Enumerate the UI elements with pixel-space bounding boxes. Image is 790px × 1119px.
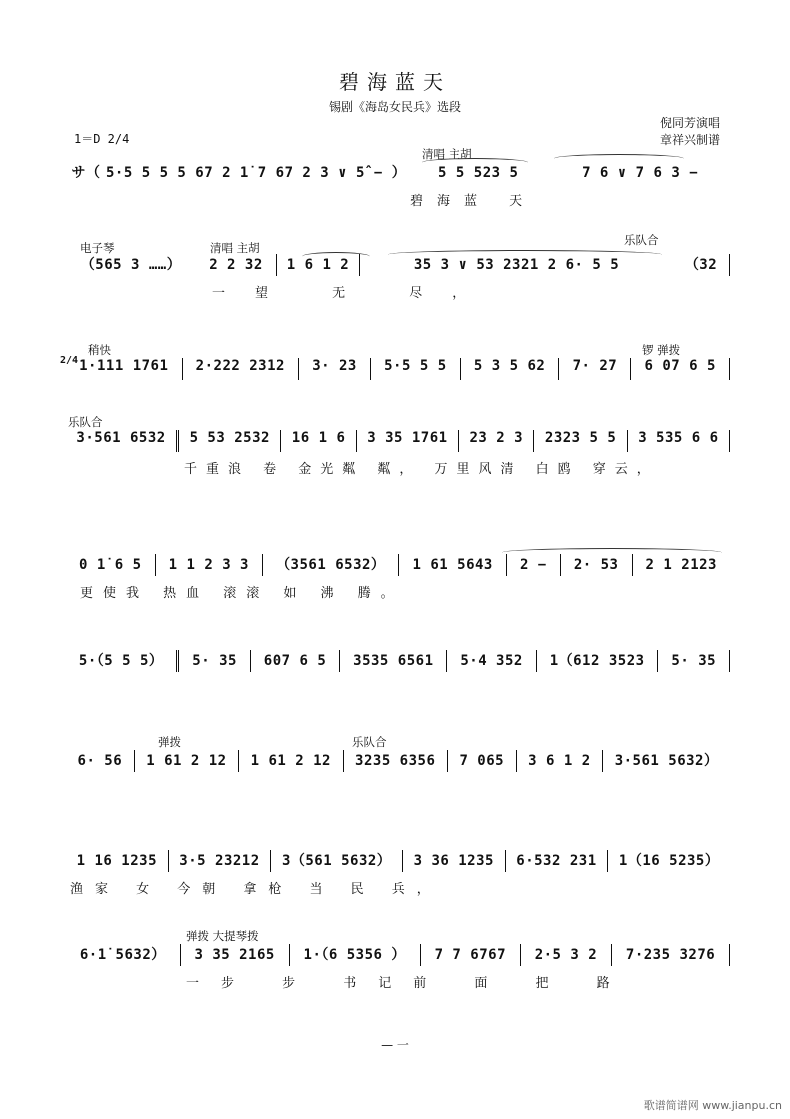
- notation-row: [66, 358, 730, 380]
- measure: 5 53 2532: [189, 430, 270, 446]
- measure: 1 61 5643: [412, 557, 493, 573]
- measure: 35 3 ∨ 53 2321 2 6· 5 5: [413, 257, 620, 273]
- score-system-2: [66, 233, 730, 301]
- measure: 6·532 231: [516, 853, 597, 869]
- measure: 3·561 6532: [76, 430, 166, 446]
- measure: 16 1 6: [291, 430, 346, 446]
- measure: 5· 35: [671, 653, 717, 669]
- measure: 1 61 2 12: [250, 753, 331, 769]
- measure: 3 35 2165: [194, 947, 275, 963]
- direction: 清唱 主胡: [422, 147, 472, 161]
- measure: 2 2 32: [209, 257, 263, 273]
- measure: 6· 56: [77, 753, 123, 769]
- measure: 1·（6 5356 ）: [303, 947, 406, 963]
- notation-row: [66, 850, 730, 872]
- score-system-1: [66, 146, 730, 209]
- measure: 5·（5 5 5）: [78, 653, 164, 669]
- direction: 锣 弹拨: [642, 343, 681, 357]
- measure: 1 1 2 3 3: [168, 557, 249, 573]
- score-system-7: [66, 734, 730, 794]
- time-signature: 2/4: [60, 355, 79, 366]
- measure: 5·4 352: [460, 653, 523, 669]
- measure: 5·5 5 5 5 67 2 1̇ 7 67 2 3 ∨ 5̂ − ）: [106, 165, 407, 181]
- score-system-9: [66, 928, 730, 991]
- measure: 23 2 3: [469, 430, 524, 446]
- measure: 5· 35: [192, 653, 237, 669]
- score-subtitle: 锡剧《海岛女民兵》选段: [328, 100, 461, 114]
- measure: （565 3 ……）: [80, 257, 182, 273]
- barline: [729, 430, 730, 452]
- measure: 2·5 3 2: [534, 947, 598, 963]
- measure: 2 1 2123: [645, 557, 717, 573]
- notation-row: [66, 254, 730, 276]
- measure: 3 36 1235: [413, 853, 494, 869]
- measure: サ（: [71, 165, 101, 181]
- measure: （32: [684, 257, 718, 273]
- lyric-line: 一步 步 书记前 面 把 路: [186, 976, 632, 991]
- measure: 1 6 1 2: [286, 257, 350, 273]
- score-system-8: [66, 834, 730, 897]
- measure: 7 6 ∨ 7 6 3 −: [582, 165, 699, 181]
- measure: 6 07 6 5: [644, 358, 716, 374]
- measure: 7·235 3276: [625, 947, 716, 963]
- direction: 乐队合: [68, 415, 103, 429]
- direction: 清唱 主胡: [210, 241, 260, 255]
- measure: 3·561 5632）: [614, 753, 719, 769]
- measure: 3 6 1 2: [528, 753, 591, 769]
- measure: （3561 6532）: [276, 557, 386, 573]
- barline: [729, 944, 730, 966]
- measure: 3 535 6 6: [638, 430, 719, 446]
- lyric-line: 更使我 热血 滚滚 如 沸 腾。: [80, 586, 404, 601]
- notation-row: [66, 650, 730, 672]
- key-signature: 1＝D 2/4: [74, 132, 130, 146]
- notation-row: [66, 430, 730, 452]
- measure: 6·1̇ 5632）: [79, 947, 166, 963]
- singer-credit: 倪同芳演唱: [659, 116, 720, 130]
- notation-row: [66, 554, 730, 576]
- score-system-5: [66, 538, 730, 601]
- direction: 弹拨 大提琴拨: [186, 929, 259, 943]
- direction: 电子琴: [80, 241, 115, 255]
- barline: [729, 358, 730, 380]
- notation-row: [66, 944, 730, 966]
- measure: 0 1̇ 6 5: [79, 557, 142, 573]
- measure: 3·5 23212: [179, 853, 260, 869]
- page-footer: — 一: [381, 1038, 409, 1052]
- measure: 5·5 5 5: [384, 358, 447, 374]
- barline: [729, 650, 730, 672]
- score-title: 碧海蓝天: [339, 70, 451, 94]
- measure: 607 6 5: [263, 653, 327, 669]
- measure: 3（561 5632）: [281, 853, 392, 869]
- measure: 3· 23: [312, 358, 357, 374]
- measure: 5 3 5 62: [473, 358, 546, 374]
- measure: 2323 5 5: [544, 430, 617, 446]
- lyric-line: 碧海蓝 天: [410, 194, 537, 209]
- measure: 2 −: [519, 557, 547, 573]
- measure: 7 7 6767: [434, 947, 506, 963]
- direction: 弹拨: [158, 735, 181, 749]
- measure: 7 065: [459, 753, 505, 769]
- score-system-6: [66, 634, 730, 694]
- measure: 3535 6561: [353, 653, 434, 669]
- measure: 5 5 523 5: [438, 165, 519, 181]
- measure: 1 61 2 12: [146, 753, 227, 769]
- measure: 2·222 2312: [195, 358, 285, 374]
- lyric-line: 一望 无 尽，: [212, 286, 496, 301]
- notation-row: [66, 750, 730, 772]
- notation-row: [66, 162, 730, 182]
- measure: 3 35 1761: [367, 430, 448, 446]
- measure: 1（612 3523: [549, 653, 645, 669]
- measure: 1·111 1761: [79, 358, 169, 374]
- measure: 2· 53: [573, 557, 619, 573]
- score-system-4: [66, 414, 730, 477]
- direction: 稍快: [88, 343, 111, 357]
- measure: 1 16 1235: [76, 853, 157, 869]
- lyric-line: 千重浪 卷 金光粼 粼， 万里风清 白鸥 穿云，: [184, 462, 659, 477]
- score-system-3: [60, 342, 730, 402]
- direction: 乐队合: [624, 233, 659, 247]
- measure: 1（16 5235）: [618, 853, 720, 869]
- arranger-credit: 章祥兴制谱: [659, 133, 720, 147]
- direction: 乐队合: [352, 735, 387, 749]
- watermark: 歌谱简谱网 www.jianpu.cn: [643, 1099, 782, 1112]
- measure: 7· 27: [572, 358, 618, 374]
- barline: [729, 254, 730, 276]
- measure: 3235 6356: [355, 753, 436, 769]
- lyric-line: 渔家 女 今朝 拿枪 当 民 兵，: [70, 882, 442, 897]
